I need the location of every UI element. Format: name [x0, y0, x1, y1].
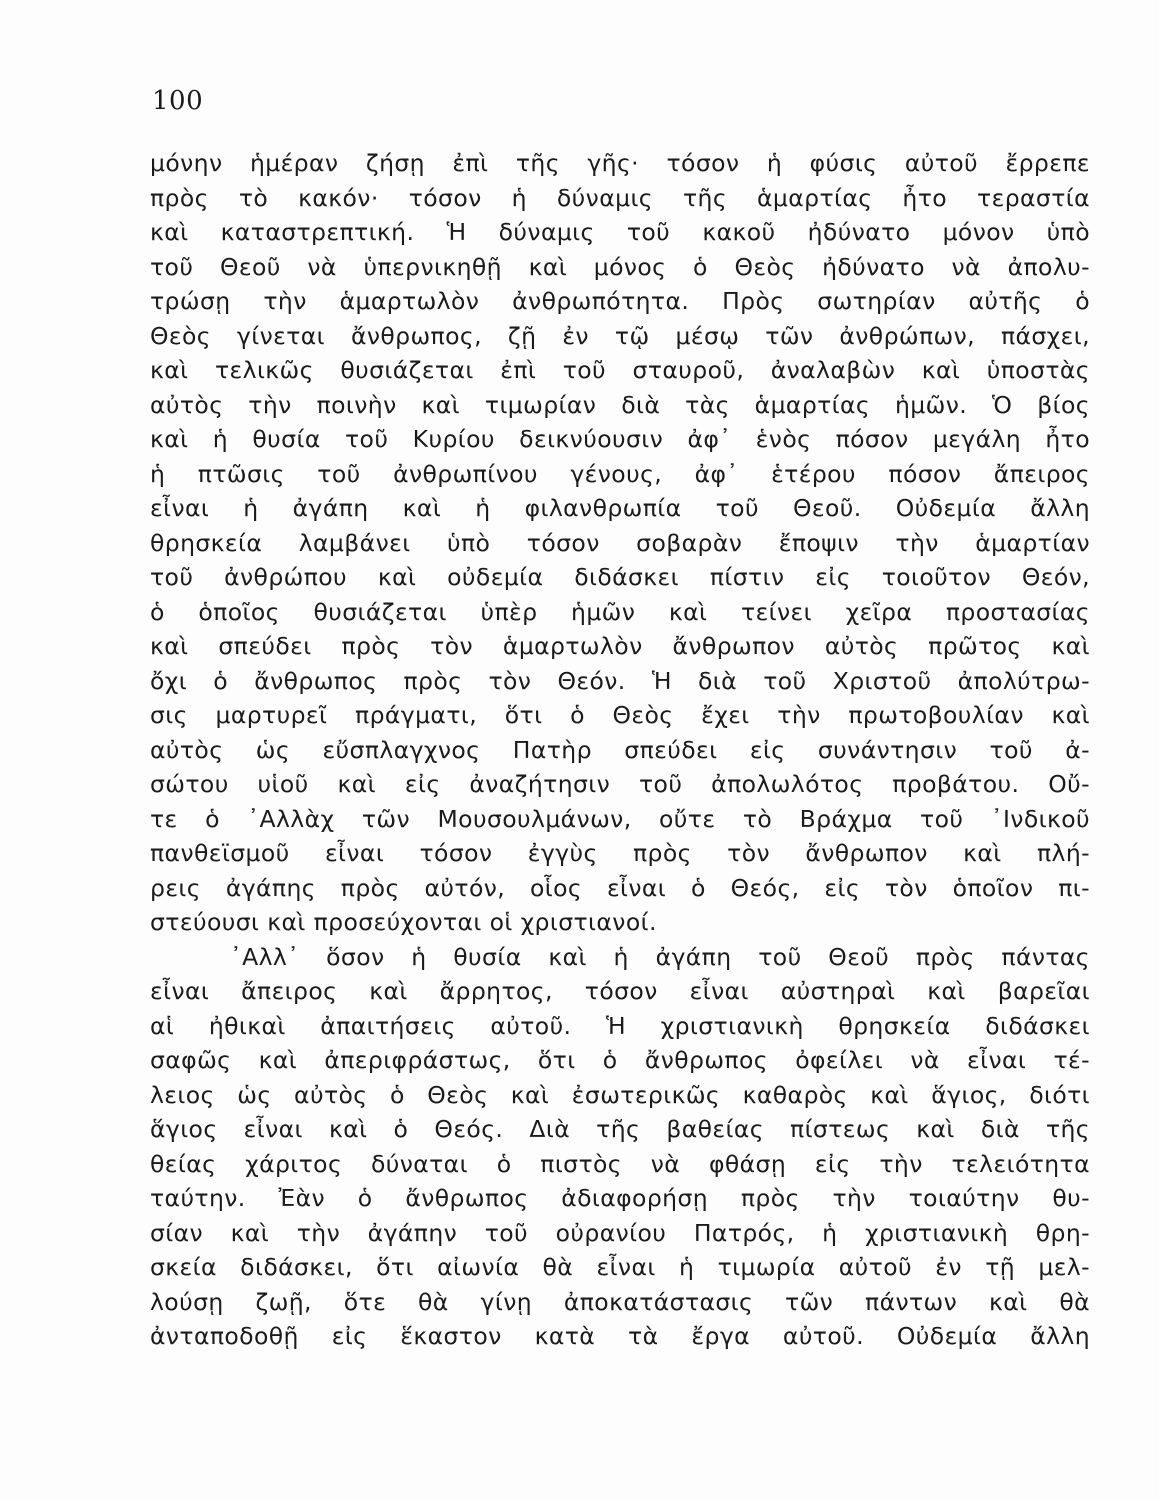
- text-line: καὶ σπεύδει πρὸς τὸν ἁμαρτωλὸν ἄνθρωπον αὐτὸς πρῶτος καὶ: [150, 632, 1090, 660]
- text-line: αὐτὸς τὴν ποινὴν καὶ τιμωρίαν διὰ τὰς ἁμαρτίας ἡμῶν. Ὁ βίος: [150, 390, 1090, 419]
- text-line: τοῦ Θεοῦ νὰ ὑπερνικηθῇ καὶ μόνος ὁ Θεὸς ἠδύνατο νὰ ἀπολυ-: [150, 252, 1090, 281]
- text-line: ἀνταποδοθῇ εἰς ἕκαστον κατὰ τὰ ἔργα αὐτοῦ. Οὐδεμία ἄλλη: [150, 1322, 1090, 1350]
- text-line: τρώσῃ τὴν ἁμαρτωλὸν ἀνθρωπότητα. Πρὸς σωτηρίαν αὐτῆς ὁ: [150, 287, 1090, 315]
- text-line: καὶ τελικῶς θυσιάζεται ἐπὶ τοῦ σταυροῦ, ἀναλαβὼν καὶ ὑποστὰς: [150, 356, 1090, 384]
- text-line: εἶναι ἡ ἀγάπη καὶ ἡ φιλανθρωπία τοῦ Θεοῦ. Οὐδεμία ἄλλη: [150, 494, 1090, 522]
- text-line: αὐτὸς ὡς εὔσπλαγχνος Πατὴρ σπεύδει εἰς συνάντησιν τοῦ ἀ-: [150, 735, 1090, 764]
- text-line: θρησκεία λαμβάνει ὑπὸ τόσον σοβαρὰν ἔποψιν τὴν ἁμαρτίαν: [150, 528, 1090, 557]
- text-line: ἡ πτῶσις τοῦ ἀνθρωπίνου γένους, ἀφ᾿ ἑτέρου πόσον ἄπειρος: [150, 459, 1090, 488]
- text-line: τοῦ ἀνθρώπου καὶ οὐδεμία διδάσκει πίστιν εἰς τοιοῦτον Θεόν,: [150, 563, 1090, 591]
- text-line: ἅγιος εἶναι καὶ ὁ Θεός. Διὰ τῆς βαθείας πίστεως καὶ διὰ τῆς: [150, 1115, 1090, 1143]
- text-line: μόνην ἡμέραν ζήσῃ ἐπὶ τῆς γῆς· τόσον ἡ φύσις αὐτοῦ ἔρρεπε: [150, 149, 1090, 177]
- text-line: ᾿Αλλ᾿ ὅσον ἡ θυσία καὶ ἡ ἀγάπη τοῦ Θεοῦ πρὸς πάντας: [230, 942, 1090, 971]
- text-line: σις μαρτυρεῖ πράγματι, ὅτι ὁ Θεὸς ἔχει τὴν πρωτοβουλίαν καὶ: [150, 701, 1090, 729]
- text-line: σκεία διδάσκει, ὅτι αἰωνία θὰ εἶναι ἡ τιμωρία αὐτοῦ ἐν τῇ μελ-: [150, 1253, 1090, 1281]
- text-line: σίαν καὶ τὴν ἀγάπην τοῦ οὐρανίου Πατρός, ἡ χριστιανικὴ θρη-: [150, 1218, 1090, 1247]
- text-line: σαφῶς καὶ ἀπεριφράστως, ὅτι ὁ ἄνθρωπος ὀφείλει νὰ εἶναι τέ-: [150, 1046, 1090, 1074]
- page-number: 100: [152, 86, 204, 116]
- text-line: πρὸς τὸ κακόν· τόσον ἡ δύναμις τῆς ἁμαρτίας ἦτο τεραστία: [150, 183, 1090, 212]
- text-line: ρεις ἀγάπης πρὸς αὐτόν, οἷος εἶναι ὁ Θεός, εἰς τὸν ὁποῖον πι-: [150, 873, 1090, 902]
- text-line: ὄχι ὁ ἄνθρωπος πρὸς τὸν Θεόν. Ἡ διὰ τοῦ Χριστοῦ ἀπολύτρω-: [150, 666, 1090, 695]
- text-line: τε ὁ ᾿Αλλὰχ τῶν Μουσουλμάνων, οὔτε τὸ Βράχμα τοῦ ᾿Ινδικοῦ: [150, 804, 1090, 833]
- text-line: πανθεϊσμοῦ εἶναι τόσον ἐγγὺς πρὸς τὸν ἄνθρωπον καὶ πλή-: [150, 839, 1090, 867]
- text-line: ὁ ὁποῖος θυσιάζεται ὑπὲρ ἡμῶν καὶ τείνει χεῖρα προστασίας: [150, 597, 1090, 626]
- text-line: καὶ καταστρεπτική. Ἡ δύναμις τοῦ κακοῦ ἠδύνατο μόνον ὑπὸ: [150, 218, 1090, 246]
- text-line: ταύτην. Ἐὰν ὁ ἄνθρωπος ἀδιαφορήσῃ πρὸς τὴν τοιαύτην θυ-: [150, 1184, 1090, 1212]
- text-line: Θεὸς γίνεται ἄνθρωπος, ζῇ ἐν τῷ μέσῳ τῶν ἀνθρώπων, πάσχει,: [150, 321, 1090, 350]
- text-line: λειος ὡς αὐτὸς ὁ Θεὸς καὶ ἐσωτερικῶς καθαρὸς καὶ ἅγιος, διότι: [150, 1080, 1090, 1109]
- text-line: αἱ ἠθικαὶ ἀπαιτήσεις αὐτοῦ. Ἡ χριστιανικὴ θρησκεία διδάσκει: [150, 1011, 1090, 1040]
- text-line: στεύουσι καὶ προσεύχονται οἱ χριστιανοί.: [150, 908, 657, 936]
- text-line: εἶναι ἄπειρος καὶ ἄρρητος, τόσον εἶναι αὐστηραὶ καὶ βαρεῖαι: [150, 977, 1090, 1005]
- text-line: σώτου υἱοῦ καὶ εἰς ἀναζήτησιν τοῦ ἀπολωλότος προβάτου. Οὔ-: [150, 770, 1090, 798]
- body-text: [150, 146, 1090, 1354]
- text-line: θείας χάριτος δύναται ὁ πιστὸς νὰ φθάσῃ εἰς τὴν τελειότητα: [150, 1149, 1090, 1178]
- text-line: καὶ ἡ θυσία τοῦ Κυρίου δεικνύουσιν ἀφ᾿ ἑνὸς πόσον μεγάλη ἦτο: [150, 425, 1090, 453]
- text-line: λούσῃ ζωῇ, ὅτε θὰ γίνῃ ἀποκατάστασις τῶν πάντων καὶ θὰ: [150, 1287, 1090, 1316]
